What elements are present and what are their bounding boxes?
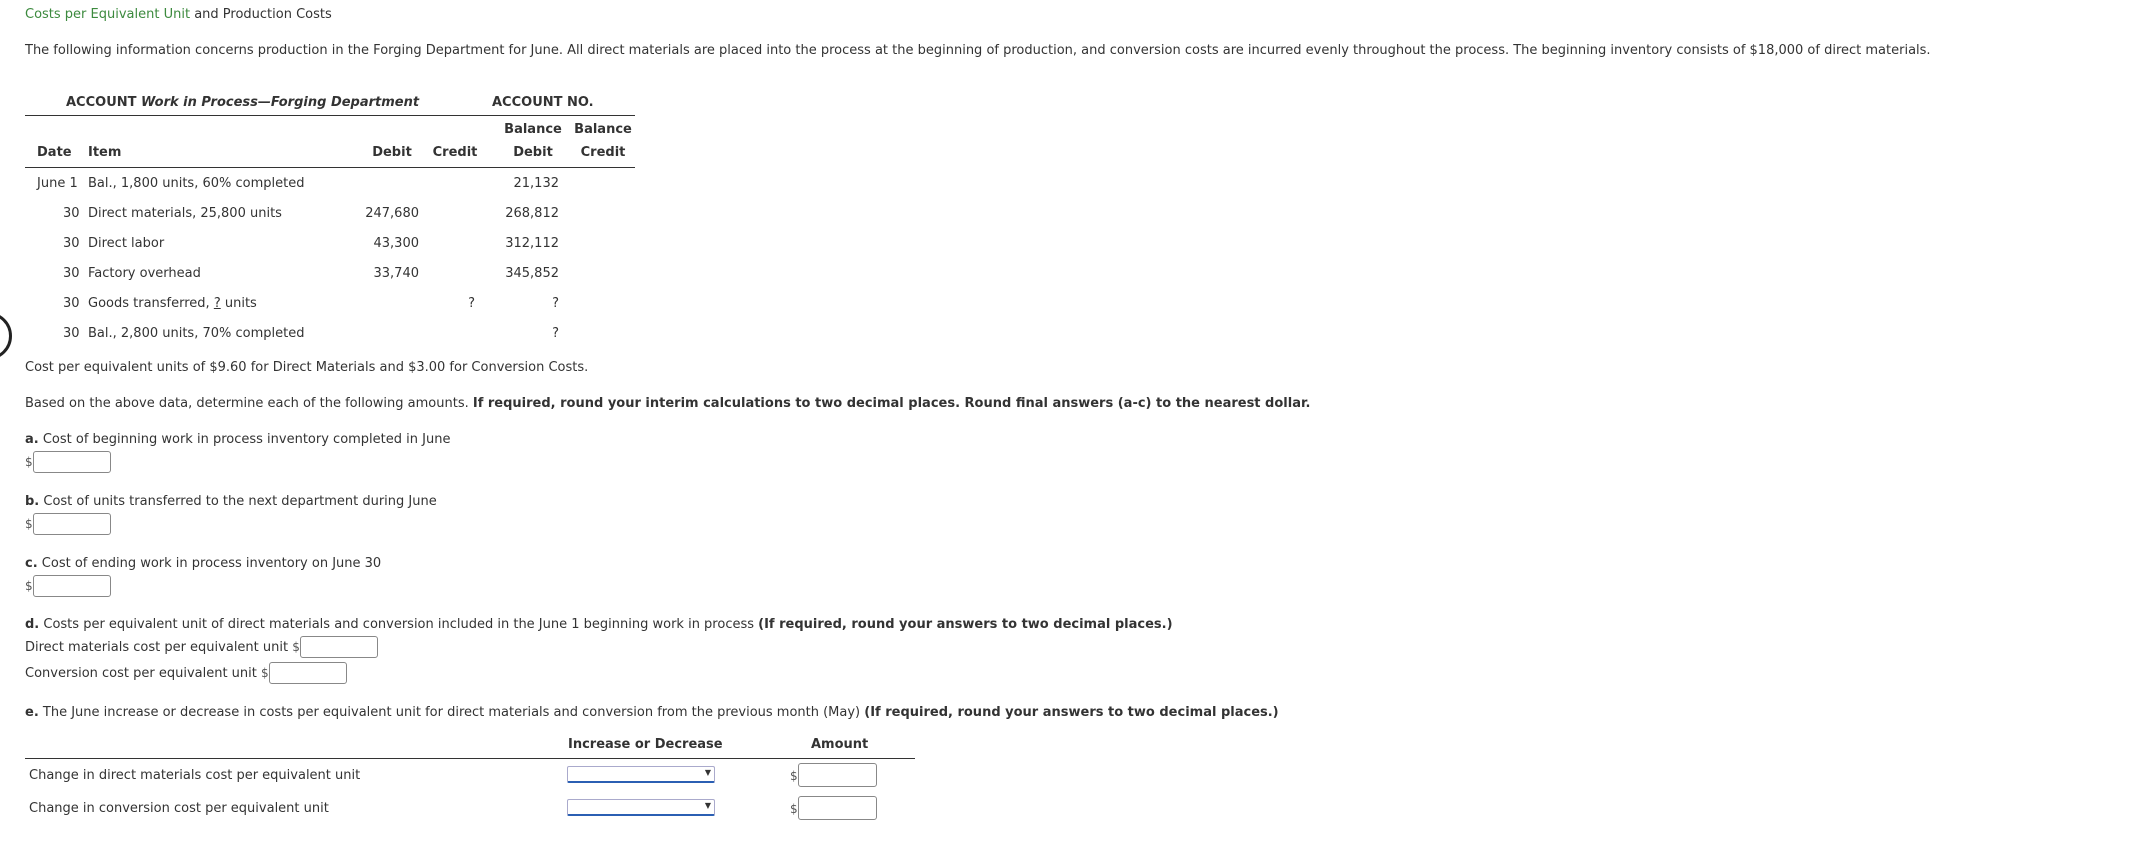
question-a-letter: a. xyxy=(25,432,39,447)
question-e xyxy=(25,705,1279,720)
chevron-down-icon: ▼ xyxy=(704,801,711,810)
conversion-cost-label: Conversion cost per equivalent unit xyxy=(25,665,257,681)
dm-cost-label: Direct materials cost per equivalent unit xyxy=(25,639,289,655)
answer-d-dm-row xyxy=(25,636,378,658)
header-balance-credit: Credit xyxy=(580,145,626,160)
header-balance-debit-top: Balance xyxy=(504,122,562,137)
change-dm-label: Change in direct materials cost per equivalent unit xyxy=(29,768,361,783)
change-dm-select[interactable] xyxy=(567,766,715,783)
row5-balance-debit: ? xyxy=(552,296,559,311)
dm-cost-input[interactable] xyxy=(300,636,378,658)
row5-item-text: Goods transferred, xyxy=(88,296,214,311)
row3-item: Direct labor xyxy=(88,236,165,251)
dollar-sign: $ xyxy=(25,455,33,469)
row1-balance-debit: 21,132 xyxy=(513,176,559,191)
change-table-rule xyxy=(25,758,915,759)
row2-date: 30 xyxy=(63,206,80,221)
header-debit: Debit xyxy=(372,145,412,160)
instructions-text: Based on the above data, determine each of the following amounts. xyxy=(25,396,473,411)
question-b-text: Cost of units transferred to the next department during June xyxy=(39,494,437,509)
header-item: Item xyxy=(88,145,122,160)
change-table xyxy=(25,735,915,825)
row5-item xyxy=(88,296,257,311)
question-c xyxy=(25,556,381,571)
ledger-account-title xyxy=(66,95,419,110)
question-c-letter: c. xyxy=(25,556,38,571)
answer-c-row xyxy=(25,575,111,597)
account-name: Work in Process—Forging Department xyxy=(141,95,420,110)
account-label: ACCOUNT xyxy=(66,95,137,110)
conversion-cost-input[interactable] xyxy=(269,662,347,684)
row3-date: 30 xyxy=(63,236,80,251)
row3-debit: 43,300 xyxy=(373,236,419,251)
chevron-down-icon: ▼ xyxy=(704,768,711,777)
answer-b-input[interactable] xyxy=(33,513,111,535)
question-e-note: (If required, round your answers to two decimal places.) xyxy=(864,705,1279,720)
instructions-bold: If required, round your interim calculations to two decimal places. Round final answers (a-c) to the nearest dollar. xyxy=(472,396,1311,411)
change-conversion-amount-input[interactable] xyxy=(798,796,877,820)
answer-a-input[interactable] xyxy=(33,451,111,473)
account-no-label: ACCOUNT NO. xyxy=(492,95,594,110)
heading-rest: and Production Costs xyxy=(190,7,332,22)
question-d-text: Costs per equivalent unit of direct materials and conversion included in the June 1 beginning work in process xyxy=(39,617,759,632)
row6-balance-debit: ? xyxy=(552,326,559,341)
row2-item: Direct materials, 25,800 units xyxy=(88,206,282,221)
header-credit: Credit xyxy=(432,145,478,160)
row1-item: Bal., 1,800 units, 60% completed xyxy=(88,176,305,191)
row5-item-unknown: ? xyxy=(213,296,221,311)
answer-b-row xyxy=(25,513,111,535)
dollar-sign: $ xyxy=(25,517,33,531)
ledger-header-rule xyxy=(25,167,635,168)
page-heading xyxy=(25,7,332,22)
row5-date: 30 xyxy=(63,296,80,311)
row5-credit: ? xyxy=(468,296,475,311)
row6-item: Bal., 2,800 units, 70% completed xyxy=(88,326,305,341)
ledger-top-rule xyxy=(25,115,635,116)
question-a-text: Cost of beginning work in process inventory completed in June xyxy=(38,432,451,447)
row4-balance-debit: 345,852 xyxy=(505,266,559,281)
row2-balance-debit: 268,812 xyxy=(505,206,559,221)
change-conversion-label: Change in conversion cost per equivalent unit xyxy=(29,801,329,816)
change-dm-amount-input[interactable] xyxy=(798,763,877,787)
question-d-letter: d. xyxy=(25,617,40,632)
row3-balance-debit: 312,112 xyxy=(505,236,559,251)
header-balance-debit: Debit xyxy=(513,145,553,160)
header-balance-credit-top: Balance xyxy=(574,122,632,137)
question-d xyxy=(25,617,1173,632)
row4-item: Factory overhead xyxy=(88,266,201,281)
dollar-sign: $ xyxy=(292,640,300,654)
answer-c-input[interactable] xyxy=(33,575,111,597)
side-tab-circle[interactable] xyxy=(0,312,12,360)
question-b-letter: b. xyxy=(25,494,40,509)
heading-topic: Costs per Equivalent Unit xyxy=(25,7,191,22)
dollar-sign: $ xyxy=(25,579,33,593)
question-b xyxy=(25,494,437,509)
intro-paragraph: The following information concerns production in the Forging Department for June. All direct materials are placed into the process at the beginning of production, and conversion costs are incurred evenly throughout the process. The beginning inventory consists of $18,000 of direct materials. xyxy=(25,43,1931,58)
answer-d-cc-row xyxy=(25,662,347,684)
instructions xyxy=(25,396,1310,411)
dollar-sign: $ xyxy=(790,802,798,816)
dollar-sign: $ xyxy=(261,666,269,680)
change-conversion-select[interactable] xyxy=(567,799,715,816)
row5-item-units: units xyxy=(220,296,257,311)
row4-date: 30 xyxy=(63,266,80,281)
header-amount: Amount xyxy=(811,737,869,752)
question-d-note: (If required, round your answers to two decimal places.) xyxy=(758,617,1173,632)
header-increase-decrease: Increase or Decrease xyxy=(568,737,723,752)
question-c-text: Cost of ending work in process inventory on June 30 xyxy=(37,556,382,571)
question-e-text: The June increase or decrease in costs per equivalent unit for direct materials and conversion from the previous month (May) xyxy=(38,705,865,720)
question-e-letter: e. xyxy=(25,705,39,720)
question-a xyxy=(25,432,450,447)
cost-note: Cost per equivalent units of $9.60 for Direct Materials and $3.00 for Conversion Costs. xyxy=(25,360,589,375)
row4-debit: 33,740 xyxy=(373,266,419,281)
answer-a-row xyxy=(25,451,111,473)
header-date: Date xyxy=(37,145,72,160)
row6-date: 30 xyxy=(63,326,80,341)
dollar-sign: $ xyxy=(790,769,798,783)
row2-debit: 247,680 xyxy=(365,206,419,221)
row1-date: June 1 xyxy=(37,176,78,191)
